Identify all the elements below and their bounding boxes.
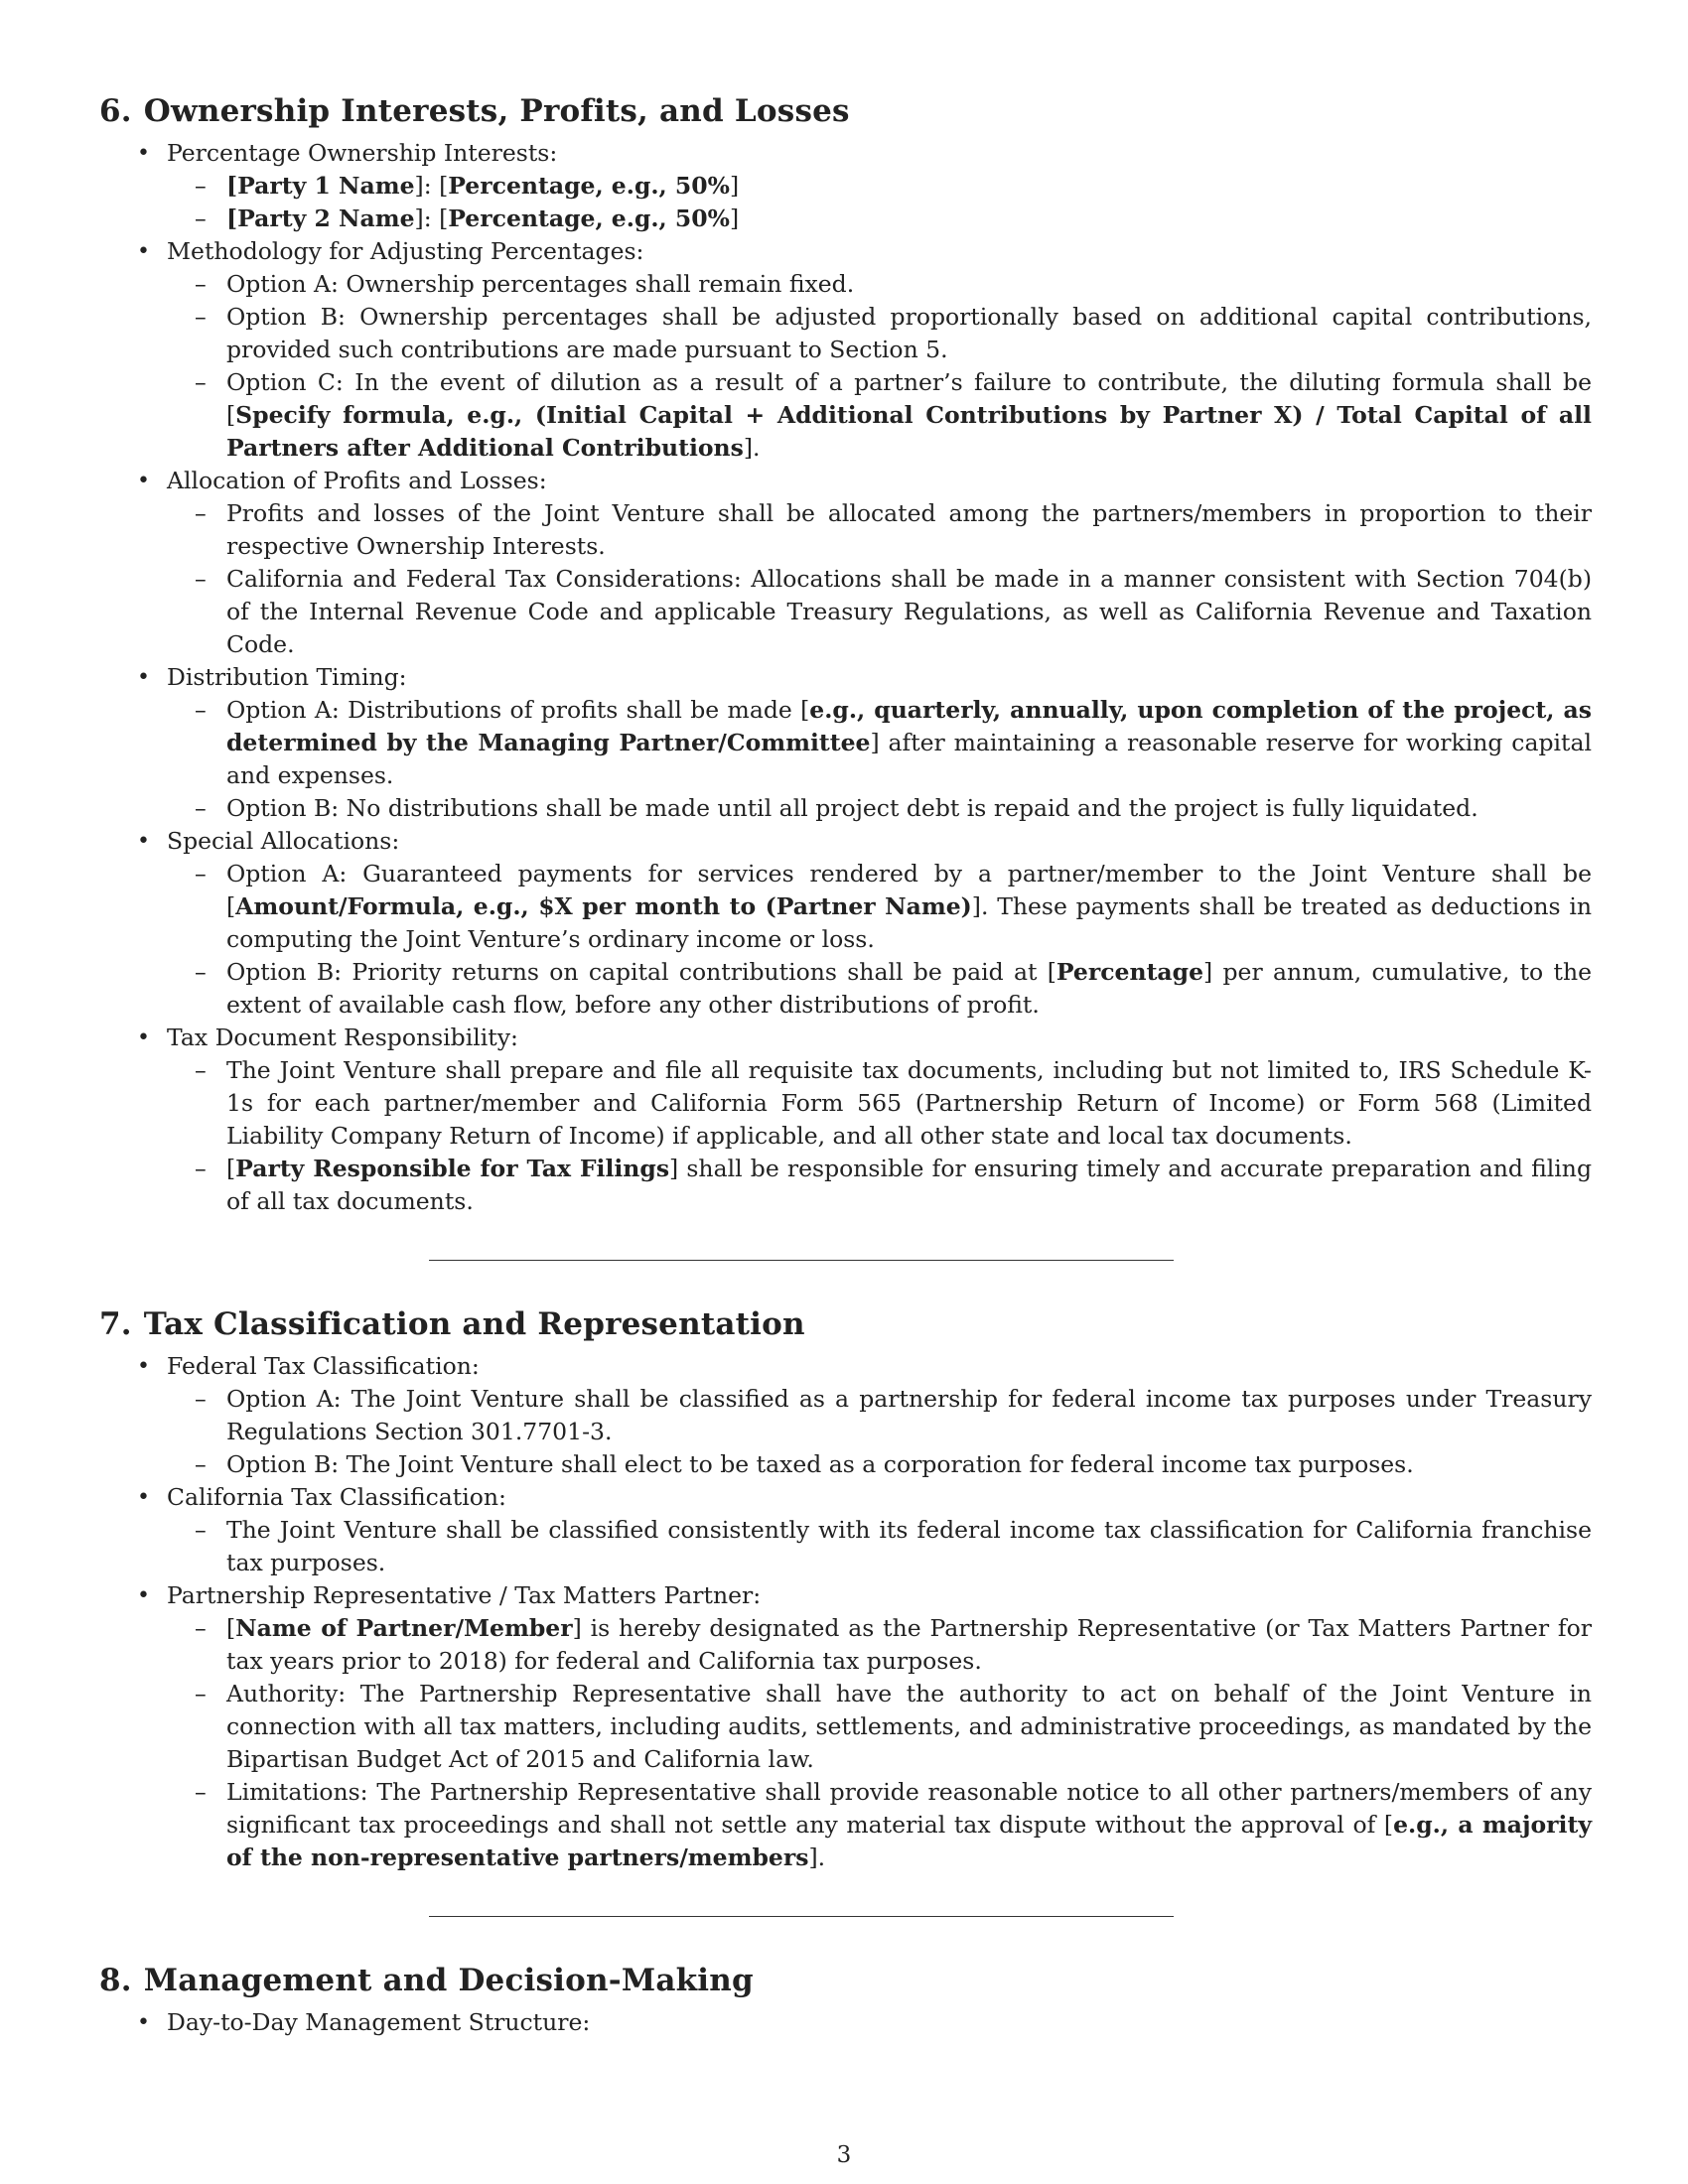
sub-list-item: – [Name of Partner/Member] is hereby designated as the Partnership Representative (or Tax Matters Partner for tax years prior to 2018) for federal and California tax purposes. — [226, 1612, 1592, 1678]
sub-list-item: – Option B: The Joint Venture shall elect to be taxed as a corporation for federal income tax purposes. — [226, 1448, 1592, 1481]
list-item: • Distribution Timing: – Option A: Distributions of profits shall be made [e.g., quarterly, annually, upon completion of the project, as determined by the Managing Partner/Committee] after maintaining a reasonable reserve for working capital and expenses. – Option B: No distributions shall be made until all project debt is repaid and the project is fully liquidated. — [167, 661, 1592, 825]
sub-list-item: – Option A: Ownership percentages shall remain fixed. — [226, 268, 1592, 301]
sub-list-item: – Profits and losses of the Joint Venture shall be allocated among the partners/members in proportion to their respective Ownership Interests. — [226, 497, 1592, 563]
page-number: 3 — [836, 2142, 852, 2168]
sub-list-item: – [Party 2 Name]: [Percentage, e.g., 50%] — [226, 203, 1592, 235]
sub-list-item: – The Joint Venture shall be classified consistently with its federal income tax classification for California franchise tax purposes. — [226, 1514, 1592, 1579]
section-divider — [429, 1916, 1174, 1917]
sub-list-item: – Option B: Priority returns on capital contributions shall be paid at [Percentage] per annum, cumulative, to the extent of available cash flow, before any other distributions of profit. — [226, 956, 1592, 1022]
sub-list-item: – The Joint Venture shall prepare and file all requisite tax documents, including but not limited to, IRS Schedule K-1s for each partner/member and California Form 565 (Partnership Return of Income) or Form 568 (Limited Liability Company Return of Income) if applicable, and all other state and local tax documents. — [226, 1054, 1592, 1153]
bullet-list — [99, 2006, 1592, 2039]
section-heading: 6. Ownership Interests, Profits, and Losses — [99, 93, 850, 129]
section-6 — [99, 91, 1592, 1218]
section-7 — [99, 1304, 1592, 1874]
section-8 — [99, 1961, 1592, 2039]
bullet-list — [99, 1350, 1592, 1874]
sub-list-item: – [Party 1 Name]: [Percentage, e.g., 50%] — [226, 170, 1592, 203]
list-item: • Percentage Ownership Interests: – [Party 1 Name]: [Percentage, e.g., 50%] – [Party 2 Name]: [Percentage, e.g., 50%] — [167, 137, 1592, 235]
sub-list-item: – Option A: The Joint Venture shall be classified as a partnership for federal income tax purposes under Treasury Regulations Section 301.7701-3. — [226, 1383, 1592, 1448]
list-item: • Methodology for Adjusting Percentages: – Option A: Ownership percentages shall remain fixed. – Option B: Ownership percentages shall be adjusted proportionally based on additional capital contributions, provided such contributions are made pursuant to Section 5. – Option C: In the event of dilution as a result of a partner’s failure to contribute, the diluting formula shall be [Specify formula, e.g., (Initial Capital + Additional Contributions by Partner X) / Total Capital of all Partners after Additional Contributions]. — [167, 235, 1592, 465]
list-item: • Tax Document Responsibility: – The Joint Venture shall prepare and file all requisite tax documents, including but not limited to, IRS Schedule K-1s for each partner/member and California Form 565 (Partnership Return of Income) or Form 568 (Limited Liability Company Return of Income) if applicable, and all other state and local tax documents. – [Party Responsible for Tax Filings] shall be responsible for ensuring timely and accurate preparation and filing of all tax documents. — [167, 1022, 1592, 1218]
list-item: • Special Allocations: – Option A: Guaranteed payments for services rendered by a partner/member to the Joint Venture shall be [Amount/Formula, e.g., $X per month to (Partner Name)]. These payments shall be treated as deductions in computing the Joint Venture’s ordinary income or loss. – Option B: Priority returns on capital contributions shall be paid at [Percentage] per annum, cumulative, to the extent of available cash flow, before any other distributions of profit. — [167, 825, 1592, 1022]
list-item: • Allocation of Profits and Losses: – Profits and losses of the Joint Venture shall be allocated among the partners/members in proportion to their respective Ownership Interests. – California and Federal Tax Considerations: Allocations shall be made in a manner consistent with Section 704(b) of the Internal Revenue Code and applicable Treasury Regulations, as well as California Revenue and Taxation Code. — [167, 465, 1592, 661]
sub-list — [167, 268, 1592, 465]
sub-list-item: – Option B: No distributions shall be made until all project debt is repaid and the project is fully liquidated. — [226, 792, 1592, 825]
bullet-list — [99, 137, 1592, 1218]
sub-list — [167, 497, 1592, 661]
sub-list — [167, 1054, 1592, 1218]
sub-list-item: – Limitations: The Partnership Representative shall provide reasonable notice to all other partners/members of any significant tax proceedings and shall not settle any material tax dispute without the approval of [e.g., a majority of the non-representative partners/members]. — [226, 1776, 1592, 1874]
list-item: • Day-to-Day Management Structure: — [167, 2006, 1592, 2039]
sub-list — [167, 858, 1592, 1022]
section-divider — [429, 1260, 1174, 1261]
sub-list-item: – Option B: Ownership percentages shall be adjusted proportionally based on additional capital contributions, provided such contributions are made pursuant to Section 5. — [226, 301, 1592, 366]
sub-list-item: – Authority: The Partnership Representative shall have the authority to act on behalf of the Joint Venture in connection with all tax matters, including audits, settlements, and administrative proceedings, as mandated by the Bipartisan Budget Act of 2015 and California law. — [226, 1678, 1592, 1776]
sub-list-item: – Option A: Distributions of profits shall be made [e.g., quarterly, annually, upon completion of the project, as determined by the Managing Partner/Committee] after maintaining a reasonable reserve for working capital and expenses. — [226, 694, 1592, 792]
section-heading: 7. Tax Classification and Representation — [99, 1306, 805, 1342]
document-page — [99, 91, 1592, 2039]
sub-list-item: – Option A: Guaranteed payments for services rendered by a partner/member to the Joint Venture shall be [Amount/Formula, e.g., $X per month to (Partner Name)]. These payments shall be treated as deductions in computing the Joint Venture’s ordinary income or loss. — [226, 858, 1592, 956]
sub-list — [167, 170, 1592, 235]
sub-list-item: – [Party Responsible for Tax Filings] shall be responsible for ensuring timely and accurate preparation and filing of all tax documents. — [226, 1153, 1592, 1218]
sub-list — [167, 694, 1592, 825]
list-item: • Federal Tax Classification: – Option A: The Joint Venture shall be classified as a partnership for federal income tax purposes under Treasury Regulations Section 301.7701-3. – Option B: The Joint Venture shall elect to be taxed as a corporation for federal income tax purposes. — [167, 1350, 1592, 1481]
list-item: • California Tax Classification: – The Joint Venture shall be classified consistently with its federal income tax classification for California franchise tax purposes. — [167, 1481, 1592, 1579]
sub-list — [167, 1514, 1592, 1579]
section-heading: 8. Management and Decision-Making — [99, 1963, 754, 1998]
list-item: • Partnership Representative / Tax Matters Partner: – [Name of Partner/Member] is hereby designated as the Partnership Representative (or Tax Matters Partner for tax years prior to 2018) for federal and California tax purposes. – Authority: The Partnership Representative shall have the authority to act on behalf of the Joint Venture in connection with all tax matters, including audits, settlements, and administrative proceedings, as mandated by the Bipartisan Budget Act of 2015 and California law. – Limitations: The Partnership Representative shall provide reasonable notice to all other partners/members of any significant tax proceedings and shall not settle any material tax dispute without the approval of [e.g., a majority of the non-representative partners/members]. — [167, 1579, 1592, 1874]
sub-list-item: – California and Federal Tax Considerations: Allocations shall be made in a manner consistent with Section 704(b) of the Internal Revenue Code and applicable Treasury Regulations, as well as California Revenue and Taxation Code. — [226, 563, 1592, 661]
sub-list — [167, 1612, 1592, 1874]
sub-list-item: – Option C: In the event of dilution as a result of a partner’s failure to contribute, the diluting formula shall be [Specify formula, e.g., (Initial Capital + Additional Contributions by Partner X) / Total Capital of all Partners after Additional Contributions]. — [226, 366, 1592, 465]
sub-list — [167, 1383, 1592, 1481]
